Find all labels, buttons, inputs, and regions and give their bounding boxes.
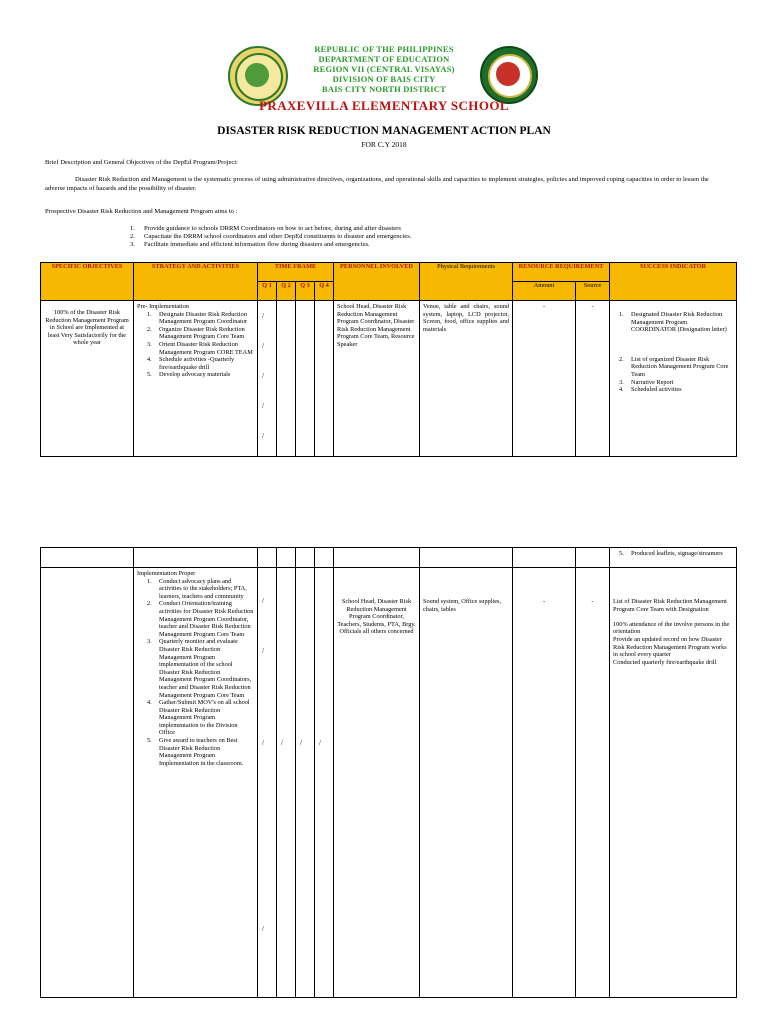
personnel-cell: School Head, Disaster Risk Reduction Management Program Coordinator, Teachers, Students, PTA, Brgy. Officials all others concerned [334, 568, 420, 998]
table-row [41, 301, 737, 457]
list-item: 5. Develop advocacy materials [147, 371, 231, 379]
header-time-frame: TIME FRAME [258, 263, 334, 282]
check-mark: / [262, 739, 264, 747]
check-mark: / [262, 647, 264, 655]
list-item: 2. Conduct Orientation/training activities for Disaster Risk Reduction Management Program Coordinator, teacher and Disaster Risk Reduction Management Program Core Team [147, 600, 254, 638]
list-item: 3. Orient Disaster Risk Reduction Management Program CORE TEAM [147, 340, 253, 356]
header-success: SUCCESS INDICATOR [610, 263, 737, 301]
header-physical: Physical Requirements [420, 263, 513, 301]
check-mark: / [262, 432, 264, 440]
list-item: 1. Provide guidance to schools DRRM Coordinators on how to act before, during and after disasters [130, 225, 401, 232]
list-item: 2. Organize Disaster Risk Reduction Management Program Core Team [147, 325, 245, 341]
check-mark: / [281, 739, 283, 747]
header-resource: RESOURCE REQUIREMENT [513, 263, 610, 282]
source-cell: - [576, 301, 610, 457]
q2-cell [277, 301, 296, 457]
source-cell: - [576, 568, 610, 998]
page-subtitle: FOR C.Y 2018 [361, 140, 407, 149]
list-item: 2. Capacitate the DRRM school coordinators and other DepEd constituents to disaster and emergencies. [130, 233, 412, 240]
objective-cell: 100% of the Disaster Risk Reduction Management Program in School are Implemented at least Very Satisfactorily for the whole year [41, 301, 134, 457]
list-item: 5. Give award to teachers on Best Disaster Risk Reduction Management Program Implementation in the classroom. [147, 737, 244, 767]
header-division: DIVISION OF BAIS CITY [332, 74, 436, 84]
list-item: 1. Designated Disaster Risk Reduction Management Program COORDINATOR (Designation letter) [619, 311, 727, 334]
q3-cell [296, 568, 315, 998]
table-row [41, 568, 737, 998]
header-q1: Q 1 [258, 282, 277, 301]
header-q4: Q 4 [315, 282, 334, 301]
list-item: 4. Schedule activities -Quarterly fire/earthquake drill [147, 356, 235, 371]
check-mark: / [262, 312, 264, 320]
success-carry-cell [610, 548, 737, 568]
check-mark: / [319, 739, 321, 747]
activity-list [137, 311, 254, 379]
strategy-cell [134, 568, 258, 998]
action-plan-table-continued [40, 547, 737, 998]
header-department: DEPARTMENT OF EDUCATION [318, 54, 450, 64]
brief-heading: Brief Description and General Objectives of the DepEd Program/Project: [45, 159, 238, 166]
list-item: 3. Facilitate immediate and efficient information flow during disasters and emergencies. [130, 241, 370, 248]
success-cell: List of Disaster Risk Reduction Management Program Core Team with Designation 100% attendance of the involve persons in the orientation Provide an updated record on how Disaster Risk Reduction Management Program works in school every quarter Conducted quarterly fire/earthquake drill [610, 568, 737, 998]
q1-cell [258, 568, 277, 998]
header-q3: Q 3 [296, 282, 315, 301]
check-mark: / [300, 739, 302, 747]
check-mark: / [262, 342, 264, 350]
amount-cell: - [513, 301, 576, 457]
q2-cell [277, 568, 296, 998]
list-item: 1. Designate Disaster Risk Reduction Management Program Coordinator [147, 310, 248, 326]
physical-cell: Venue, table and chairs, sound system, laptop, LCD projector, Screen, food, office supplies and materials [420, 301, 513, 457]
header-strategy: STRATEGY AND ACTIVITIES [134, 263, 258, 301]
header-source: Source [576, 282, 610, 301]
strategy-cell [134, 301, 258, 457]
check-mark: / [262, 402, 264, 410]
header-personnel: PERSONNEL INVOLVED [334, 263, 420, 301]
brief-body: Disaster Risk Reduction and Management is the systematic process of using administrative directives, organizations, and operational skills and capacities to implement strategies, policies and improved coping capacities in order to lessen the adverse impacts of hazards and the possibility of disaster. [45, 176, 709, 192]
list-item: 3. Quarterly monitor and evaluate Disaster Risk Reduction Management Program implementation of the school Disaster Risk Reduction Management Program Coordinators, teacher and Disaster Risk Reduction Management Program Core Team [147, 638, 252, 699]
header-republic: REPUBLIC OF THE PHILIPPINES [314, 44, 454, 54]
check-mark: / [262, 597, 264, 605]
objective-cell [41, 568, 134, 998]
list-item: 5. Produced leaflets, signage/streamers [619, 550, 723, 557]
header-objectives: SPECIFIC OBJECTIVES [41, 263, 134, 301]
personnel-cell: School Head, Disaster Risk Reduction Management Program Coordinator, Disaster Risk Reduction Management Program Core Team, Resource Speaker [334, 301, 420, 457]
q3-cell [296, 301, 315, 457]
list-item: 2. List of organized Disaster Risk Reduction Management Program Core Team [619, 355, 729, 378]
list-item: 4. Scheduled activities [619, 386, 682, 394]
header-amount: Amount [513, 282, 576, 301]
page-title: DISASTER RISK REDUCTION MANAGEMENT ACTION PLAN [217, 125, 551, 137]
physical-cell: Sound system, Office supplies, chairs, tables [420, 568, 513, 998]
list-item: 3. Narrative Report [619, 378, 674, 386]
table-row [41, 548, 737, 568]
check-mark: / [262, 372, 264, 380]
q1-cell [258, 301, 277, 457]
aims-heading: Prospective Disaster Risk Reduction and Management Program aims to : [45, 208, 238, 215]
list-item: 4. Gather/Submit MOV's on all school Disaster Risk Reduction Management Program implementation to the Division Office [147, 699, 250, 737]
header-region: REGION VII (CENTRAL VISAYAS) [313, 64, 455, 74]
q4-cell [315, 568, 334, 998]
action-plan-table [40, 262, 737, 457]
check-mark: / [262, 925, 264, 933]
success-list [613, 311, 733, 394]
phase-label: Pre- Implementation [137, 303, 189, 310]
phase-label: Implementation Proper [137, 570, 196, 577]
activity-list [137, 578, 254, 768]
school-name: PRAXEVILLA ELEMENTARY SCHOOL [259, 98, 509, 113]
success-cell [610, 301, 737, 457]
q4-cell [315, 301, 334, 457]
amount-cell: - [513, 568, 576, 998]
header-district: BAIS CITY NORTH DISTRICT [322, 84, 446, 94]
list-item: 1. Conduct advocacy plans and activities to the stakeholders; PTA, learners, teachers and community [147, 577, 247, 600]
aims-list [130, 225, 411, 249]
header-q2: Q 2 [277, 282, 296, 301]
